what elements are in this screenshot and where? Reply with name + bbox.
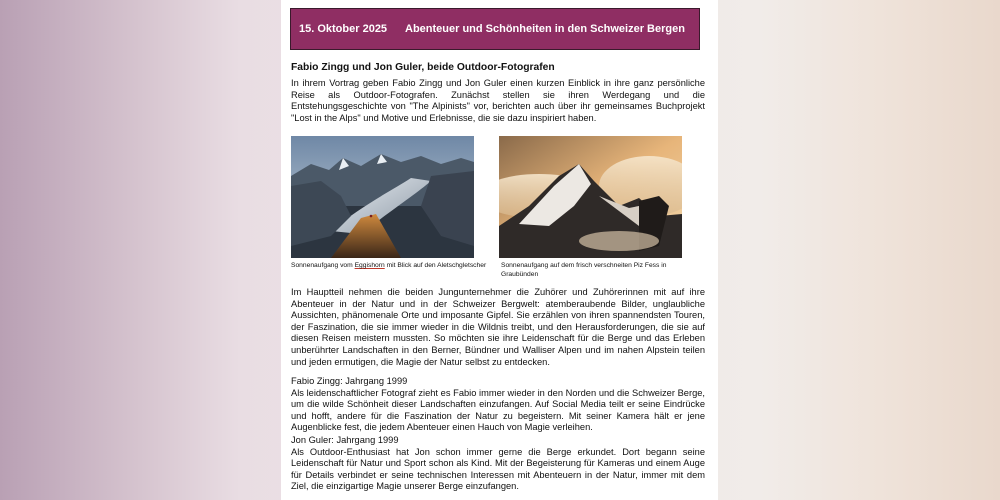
main-paragraph: Im Hauptteil nehmen die beiden Jungunternehmer die Zuhörer und Zuhörerinnen mit auf ihre Abenteuer in der Natur und in der Schweizer Bergwelt: atemberaubende Bilder, unglaubliche Aussichten, phänomenale Orte und imposante Gipfel. Sie erzählen von ihren spannendsten Touren, der Faszination, die sie immer wieder in die Wildnis treibt, und den Herausforderungen, die sie auf diesen Reisen meistern mussten. So möchten sie ihre Leidenschaft für die Berge und das Erleben unberührter Landschaften in den Berner, Bündner und Walliser Alpen und im nahen Alpstein teilen und jeden ermutigen, die Magie der Natur selbst zu entdecken.	[291, 287, 705, 367]
bio-jon	[291, 435, 705, 493]
speakers-heading: Fabio Zingg und Jon Guler, beide Outdoor-Fotografen	[291, 62, 555, 73]
bio-fabio-heading: Fabio Zingg: Jahrgang 1999	[291, 376, 408, 386]
header-banner	[290, 8, 700, 50]
event-title: Abenteuer und Schönheiten in den Schweizer Bergen	[405, 23, 685, 35]
intro-paragraph: In ihrem Vortrag geben Fabio Zingg und Jon Guler einen kurzen Einblick in ihre ganz persönliche Reise als Outdoor-Fotografen. Zunächst stellen sie ihren Werdegang und die Entstehungsgeschichte von "The Alpinists" vor, berichten auch über ihr gemeinsames Buchprojekt "Lost in the Alps" und Motive und Erlebnisse, die sie dazu inspiriert haben.	[291, 78, 705, 123]
caption1-text-start: Sonnenaufgang vom	[291, 262, 355, 269]
bio-jon-heading: Jon Guler: Jahrgang 1999	[291, 435, 399, 445]
bio-jon-text: Als Outdoor-Enthusiast hat Jon schon immer gerne die Berge erkundet. Dort begann seine Leidenschaft für Natur und Sport schon als Kind. Mit der Begeisterung für Kameras und einem Auge für Details verbindet er seine technischen Interessen mit Abenteuern in der Natur, immer mit dem Ziel, die einzigartige Magie unserer Berge einzufangen.	[291, 446, 705, 492]
bio-fabio-text: Als leidenschaftlicher Fotograf zieht es Fabio immer wieder in den Norden und die Schweizer Berge, um die wilde Schönheit dieser Landschaften einzufangen. Auf Social Media teilt er seine Eindrücke und hofft, andere für die Faszination der Natur zu begeistern. Mit seiner Kamera hält er jene Augenblicke fest, die jedem Abenteuer einen Hauch von Magie verleihen.	[291, 387, 705, 433]
piz-fess-photo	[499, 136, 682, 258]
photo1-caption	[291, 262, 491, 271]
caption1-text-end: mit Blick auf den Aletschgletscher	[384, 262, 487, 269]
event-date: 15. Oktober 2025	[299, 23, 388, 35]
caption1-place-name: Eggishorn	[354, 262, 385, 269]
aletsch-glacier-photo	[291, 136, 474, 258]
document-page	[281, 0, 718, 500]
photo2-caption: Sonnenaufgang auf dem frisch verschneiten Piz Fess in Graubünden	[501, 262, 667, 278]
bio-fabio	[291, 376, 705, 434]
